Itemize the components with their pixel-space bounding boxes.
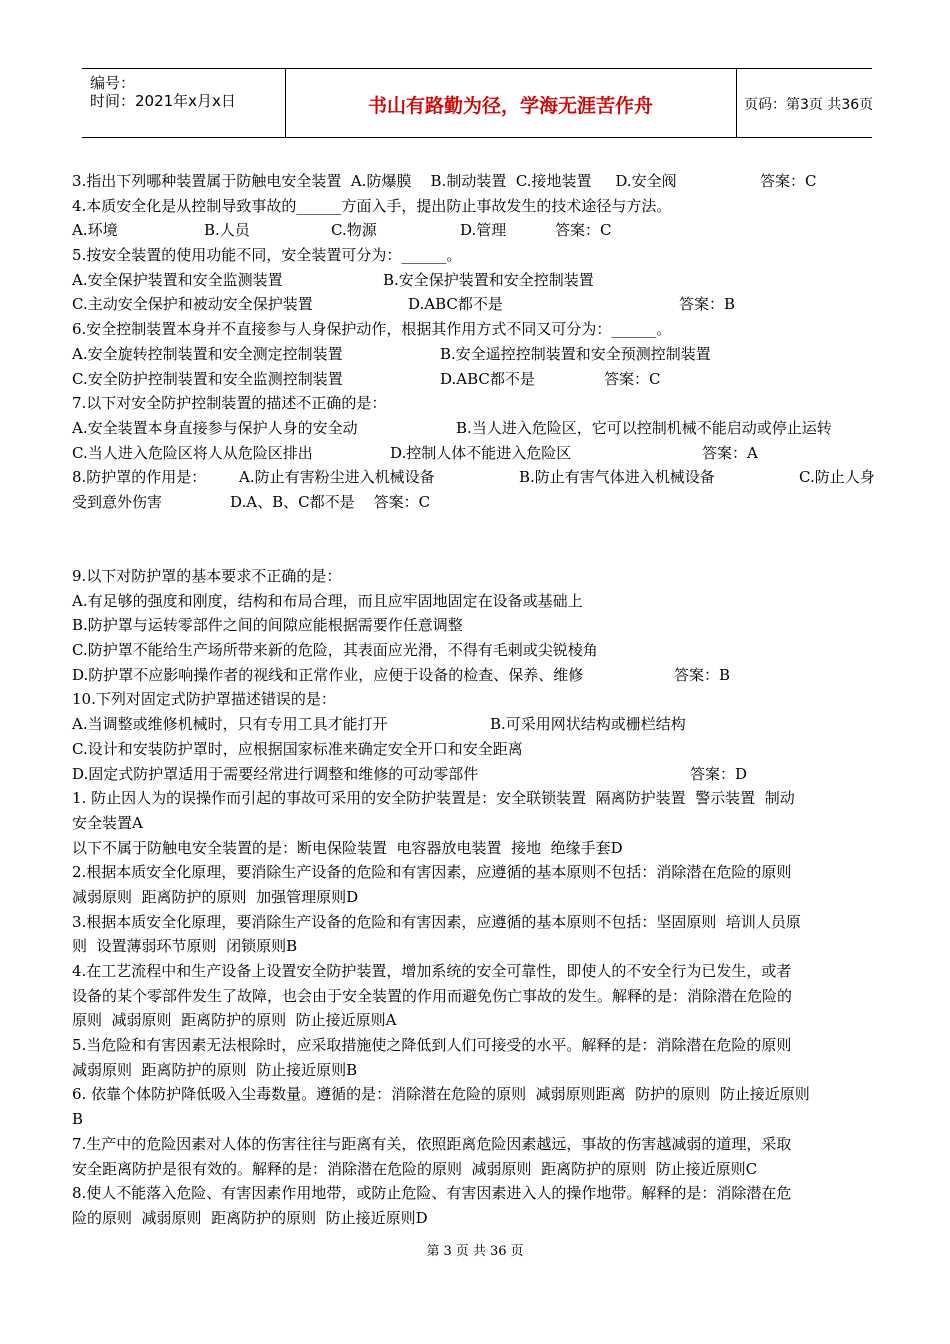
text-segment: A.安全装置本身直接参与保护人身的安全动 <box>72 418 358 437</box>
text-segment: 设备的某个零部件发生了故障，也会由于安全装置的作用而避免伤亡事故的发生。解释的是：消除潜在危险的 <box>72 986 793 1005</box>
text-segment: D.固定式防护罩适用于需要经常进行调整和维修的可动零部件 <box>72 764 479 783</box>
text-segment: B.人员 <box>204 221 250 240</box>
text-segment: C.物源 <box>331 221 377 240</box>
page-footer <box>0 1240 950 1259</box>
text-segment: D.A、B、C都不是 答案：C <box>230 492 431 511</box>
text-segment: 10.下列对固定式防护罩描述错误的是： <box>72 690 336 709</box>
footer-total-pages: 36 <box>489 1244 507 1259</box>
text-line <box>72 663 884 688</box>
text-segment: 2.根据本质安全化原理，要消除生产设备的危险和有害因素，应遵循的基本原则不包括：消除潜在危险的原则 <box>72 863 792 882</box>
text-segment: 7.生产中的危险因素对人体的伤害往往与距离有关，依照距离危险因素越远，事故的伤害越减弱的道理，采取 <box>72 1134 792 1153</box>
text-line <box>72 613 884 638</box>
text-line <box>72 564 884 589</box>
text-segment: D.ABC都不是 <box>408 295 503 314</box>
footer-mid: 页 共 <box>455 1244 486 1259</box>
text-line <box>72 416 884 441</box>
text-line <box>72 465 884 490</box>
text-segment: 安全距离防护是很有效的。解释的是：消除潜在危险的原则 减弱原则 距离防护的原则 防止接近原则C <box>72 1159 758 1178</box>
text-line <box>72 391 884 416</box>
text-line <box>72 687 884 712</box>
text-line <box>72 317 884 342</box>
text-segment: 则 设置薄弱环节原则 闭锁原则B <box>72 937 298 956</box>
text-segment: 3.根据本质安全化原理，要消除生产设备的危险和有害因素，应遵循的基本原则不包括：坚固原则 培训人员原 <box>72 912 801 931</box>
text-line <box>72 539 884 564</box>
text-line <box>72 342 884 367</box>
text-segment: 答案：C <box>760 172 817 190</box>
text-line <box>72 910 884 935</box>
header-motto: 书山有路勤为径，学海无涯苦作舟 <box>367 95 653 117</box>
text-line <box>72 984 884 1009</box>
text-segment: 以下不属于防触电安全装置的是：断电保险装置 电容器放电装置 接地 绝缘手套D <box>72 838 623 857</box>
text-segment: C.主动安全保护和被动安全保护装置 <box>72 295 313 314</box>
text-segment: 5.当危险和有害因素无法根除时，应采取措施使之降低到人们可接受的水平。解释的是：消除潜在危险的原则 <box>72 1036 792 1055</box>
text-line <box>72 638 884 663</box>
text-segment: B.可采用网状结构或栅栏结构 <box>490 715 686 734</box>
text-segment: C.安全防护控制装置和安全监测控制装置 <box>72 369 343 388</box>
page-header <box>82 68 872 138</box>
text-line <box>72 194 884 219</box>
text-segment: 5.按安全装置的使用功能不同，安全装置可分为：______。 <box>72 246 462 265</box>
header-left-cell <box>82 69 286 137</box>
header-number-label: 编号： <box>90 74 136 92</box>
text-segment: 6.安全控制装置本身并不直接参与人身保护动作，根据其作用方式不同又可分为：______。 <box>72 320 672 339</box>
text-segment: 答案：B <box>674 665 731 684</box>
header-date-label: 时间：2021年x月x日 <box>90 92 236 110</box>
text-line <box>72 1107 884 1132</box>
text-segment: B.防止有害气体进入机械设备 <box>519 468 715 487</box>
text-line <box>72 292 884 317</box>
text-segment: 原则 减弱原则 距离防护的原则 防止接近原则A <box>72 1011 397 1030</box>
text-line <box>72 490 884 515</box>
text-segment: 9.以下对防护罩的基本要求不正确的是： <box>72 567 342 585</box>
text-segment: D.控制人体不能进入危险区 <box>390 443 572 462</box>
text-segment: 受到意外伤害 <box>72 492 163 511</box>
footer-prefix: 第 <box>426 1244 440 1259</box>
text-line <box>72 1181 884 1206</box>
text-line <box>72 1206 884 1231</box>
text-line <box>72 786 884 811</box>
text-line <box>72 811 884 836</box>
text-line <box>72 243 884 268</box>
text-line <box>72 959 884 984</box>
text-segment: D.管理 <box>460 221 507 240</box>
text-segment: 答案：D <box>690 764 748 783</box>
text-segment: C.设计和安装防护罩时，应根据国家标准来确定安全开口和安全距离 <box>72 739 523 758</box>
text-line <box>72 1058 884 1083</box>
text-segment: 8.防护罩的作用是： <box>72 468 207 487</box>
footer-suffix: 页 <box>510 1244 524 1259</box>
text-line <box>72 1157 884 1182</box>
text-line <box>72 169 884 194</box>
text-segment: 险的原则 减弱原则 距离防护的原则 防止接近原则D <box>72 1208 428 1227</box>
text-segment: A.当调整或维修机械时，只有专用工具才能打开 <box>72 715 388 734</box>
text-line <box>72 441 884 466</box>
text-segment: B <box>72 1110 84 1129</box>
text-segment: 7.以下对安全防护控制装置的描述不正确的是： <box>72 394 387 413</box>
text-segment: 答案：C <box>604 369 661 388</box>
text-segment: C.防护罩不能给生产场所带来新的危险，其表面应光滑，不得有毛刺或尖锐棱角 <box>72 641 598 660</box>
text-line <box>72 885 884 910</box>
text-segment: B.安全遥控控制装置和安全预测控制装置 <box>440 344 711 363</box>
text-segment: A.防止有害粉尘进入机械设备 <box>239 468 435 487</box>
text-line <box>72 1132 884 1157</box>
text-line <box>72 737 884 762</box>
text-segment: D.防护罩不应影响操作者的视线和正常作业，应便于设备的检查、保养、维修 <box>72 665 584 684</box>
text-line <box>72 934 884 959</box>
text-segment: C.防止人身 <box>799 468 875 487</box>
text-segment: C.当人进入危险区将人从危险区排出 <box>72 443 313 462</box>
text-segment: D.ABC都不是 <box>440 369 535 388</box>
text-segment: 4.本质安全化是从控制导致事故的______方面入手，提出防止事故发生的技术途径与方法。 <box>72 196 672 215</box>
text-segment: B.当人进入危险区，它可以控制机械不能启动或停止运转 <box>456 418 832 437</box>
text-segment: 安全装置A <box>72 813 143 832</box>
text-line <box>72 860 884 885</box>
header-page-info: 页码：第3页 共36页 <box>744 97 874 113</box>
header-motto-cell <box>285 69 737 137</box>
text-line <box>72 712 884 737</box>
text-segment: A.有足够的强度和刚度，结构和布局合理，而且应牢固地固定在设备或基础上 <box>72 591 583 610</box>
text-segment: A.安全旋转控制装置和安全测定控制装置 <box>72 344 343 363</box>
text-segment: 8.使人不能落入危险、有害因素作用地带，或防止危险、有害因素进入人的操作地带。解释的是：消除潜在危 <box>72 1184 792 1203</box>
text-segment: 1. 防止因人为的误操作而引起的事故可采用的安全防护装置是：安全联锁装置 隔离防护装置 警示装置 制动 <box>72 789 795 808</box>
document-body <box>72 169 884 1231</box>
text-segment: 4.在工艺流程中和生产设备上设置安全防护装置，增加系统的安全可靠性，即使人的不安全行为已发生，或者 <box>72 962 792 980</box>
footer-page-number: 3 <box>443 1244 452 1259</box>
text-segment: B.安全保护装置和安全控制装置 <box>383 270 594 289</box>
text-segment: 减弱原则 距离防护的原则 防止接近原则B <box>72 1060 358 1079</box>
text-segment: 6. 依靠个体防护降低吸入尘毒数量。遵循的是：消除潜在危险的原则 减弱原则距离 防护的原则 防止接近原则 <box>72 1085 810 1104</box>
text-segment: 答案：A <box>702 443 758 462</box>
text-line <box>72 762 884 787</box>
text-line <box>72 218 884 243</box>
text-line <box>72 836 884 861</box>
text-line <box>72 367 884 392</box>
text-segment: 答案：B <box>679 295 736 314</box>
header-page-cell <box>736 69 872 137</box>
text-line <box>72 268 884 293</box>
text-segment: 3.指出下列哪种装置属于防触电安全装置 A.防爆膜 B.制动装置 C.接地装置 D.安全阀 <box>72 172 677 190</box>
text-segment: 答案：C <box>555 221 612 240</box>
text-segment: B.防护罩与运转零部件之间的间隙应能根据需要作任意调整 <box>72 616 463 635</box>
text-line <box>72 1008 884 1033</box>
text-line <box>72 1082 884 1107</box>
text-line <box>72 589 884 614</box>
text-segment: 减弱原则 距离防护的原则 加强管理原则D <box>72 887 359 906</box>
text-segment: A.安全保护装置和安全监测装置 <box>72 270 283 289</box>
text-line <box>72 1033 884 1058</box>
text-segment: A.环境 <box>72 221 118 240</box>
text-line <box>72 515 884 540</box>
